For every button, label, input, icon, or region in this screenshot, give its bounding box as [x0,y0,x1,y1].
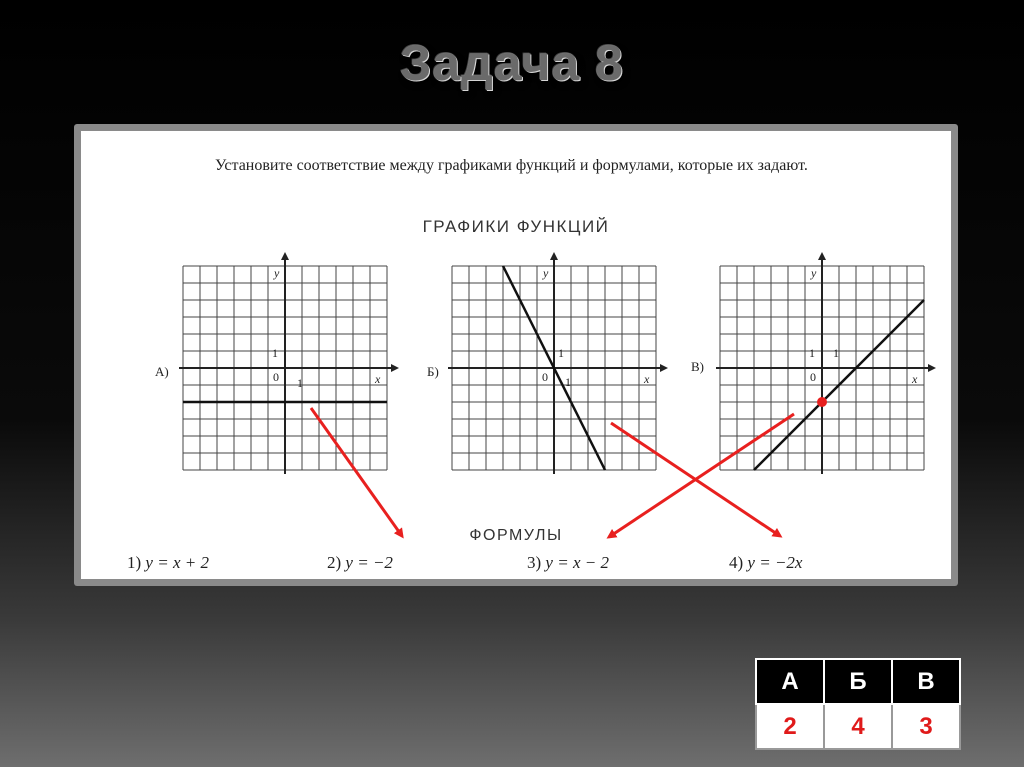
formulas-heading: ФОРМУЛЫ [469,527,563,544]
graph-c-label: В) [691,359,704,374]
graph-c-grid [716,254,934,474]
graph-a-origin-label: 0 [273,370,279,384]
graph-c-x-unit-label: 1 [833,346,839,360]
answer-table [755,658,961,750]
graph-c-y-label: y [811,266,817,280]
task-sheet [81,131,951,579]
graph-b-origin-label: 0 [542,370,548,384]
graph-a-label: А) [155,364,169,379]
formula-3: 3) y = x − 2 [527,553,609,572]
formulas-row [127,553,803,572]
graph-b-y-unit-label: 1 [558,346,564,360]
answer-table-values-row [756,704,960,749]
graph-b-grid [448,254,666,474]
graph-c [691,254,934,474]
graph-c-x-label: x [912,372,918,386]
answer-header-c: В [892,659,960,704]
graph-b-label: Б) [427,364,439,379]
graph-c-origin-label: 0 [810,370,816,384]
graph-b [427,254,666,474]
graph-b-x-label: x [644,372,650,386]
arrow-a-to-2 [311,408,402,536]
answer-header-a: А [756,659,824,704]
graph-a-y-unit-label: 1 [272,346,278,360]
graphs-heading: ГРАФИКИ ФУНКЦИЙ [422,217,610,236]
graph-c-y-intercept-point [817,397,827,407]
graph-a-grid [179,254,397,474]
formula-1: 1) y = x + 2 [127,553,209,572]
answer-value-b: 4 [824,704,892,749]
arrow-c-to-3 [609,414,794,537]
answer-value-c: 3 [892,704,960,749]
graph-a [155,254,397,474]
graph-b-x-unit-label: 1 [565,375,571,389]
answer-header-b: Б [824,659,892,704]
answer-table-header-row [756,659,960,704]
formula-4: 4) y = −2x [729,553,803,572]
slide-title: Задача 8 [400,35,624,91]
graph-a-x-unit-label: 1 [297,376,303,390]
task-instruction: Установите соответствие между графиками функций и формулами, которые их задают. [215,157,808,174]
graph-b-y-label: y [543,266,549,280]
formula-2: 2) y = −2 [327,553,393,572]
graph-a-y-label: y [274,266,280,280]
answer-value-a: 2 [756,704,824,749]
task-card [74,124,958,586]
graph-c-y-unit-label: 1 [809,346,815,360]
graphs-canvas [81,131,951,579]
graph-a-x-label: x [375,372,381,386]
matching-arrows [311,408,794,537]
